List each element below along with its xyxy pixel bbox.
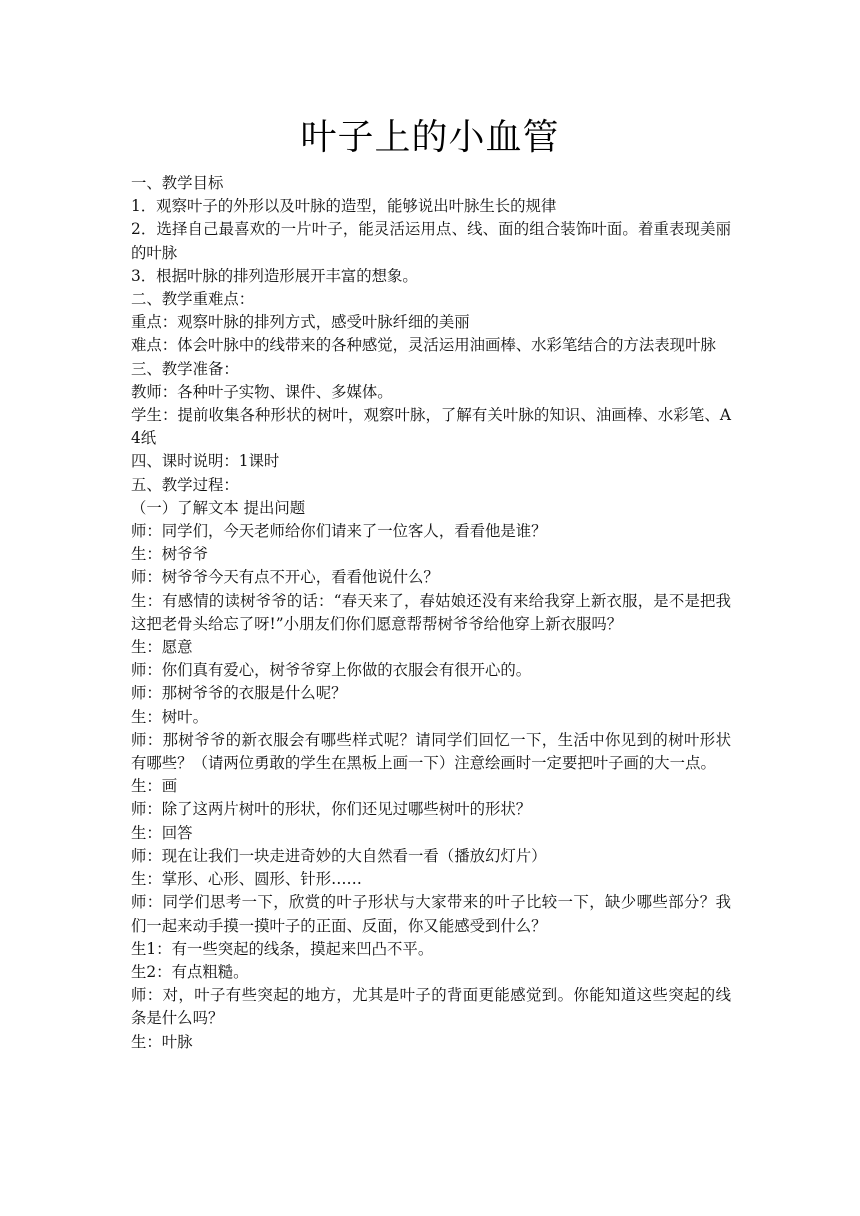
dialogue-line: 师：那树爷爷的新衣服会有哪些样式呢？请同学们回忆一下，生活中你见到的树叶形状有哪些？（请两位勇敢的学生在黑板上画一下）注意绘画时一定要把叶子画的大一点。	[131, 730, 731, 773]
document-title: 叶子上的小血管	[300, 117, 560, 158]
paragraph-teacher-prep: 教师：各种叶子实物、课件、多媒体。	[131, 382, 393, 401]
dialogue-line: 师：现在让我们一块走进奇妙的大自然看一看（播放幻灯片）	[131, 846, 547, 865]
paragraph-student-prep: 学生：提前收集各种形状的树叶，观察叶脉，了解有关叶脉的知识、油画棒、水彩笔、A4纸	[131, 406, 731, 448]
dialogue-line: 师：那树爷爷的衣服是什么呢？	[131, 684, 347, 703]
dialogue-line: 师：对，叶子有些突起的地方，尤其是叶子的背面更能感觉到。你能知道这些突起的线条是什么吗？	[131, 986, 731, 1028]
paragraph-goal-2: 2．选择自己最喜欢的一片叶子，能灵活运用点、线、面的组合装饰叶面。着重表现美丽的叶脉	[131, 220, 731, 262]
dialogue-line: 师：树爷爷今天有点不开心，看看他说什么？	[131, 568, 439, 587]
dialogue-line: 生：回答	[131, 823, 193, 842]
paragraph-goal-3: 3．根据叶脉的排列造形展开丰富的想象。	[131, 266, 418, 285]
dialogue-line: 生：有感情的读树爷爷的话：“春天来了，春姑娘还没有来给我穿上新衣服，是不是把我这把老骨头给忘了呀!”小朋友们你们愿意帮帮树爷爷给他穿上新衣服吗？	[131, 591, 731, 633]
paragraph-section-4-heading: 四、课时说明：1课时	[131, 452, 280, 471]
dialogue-line: 师：同学们，今天老师给你们请来了一位客人，看看他是谁？	[131, 522, 547, 541]
paragraph-section-2-heading: 二、教学重难点：	[131, 290, 255, 309]
dialogue-line: 生：树爷爷	[131, 545, 208, 564]
dialogue-line: 生1：有一些突起的线条，摸起来凹凸不平。	[131, 939, 434, 958]
paragraph-goal-1: 1．观察叶子的外形以及叶脉的造型，能够说出叶脉生长的规律	[131, 197, 557, 216]
document-body	[131, 172, 731, 1054]
paragraph-difficulty: 难点：体会叶脉中的线带来的各种感觉，灵活运用油画棒、水彩笔结合的方法表现叶脉	[131, 336, 716, 355]
dialogue-line: 师：同学们思考一下，欣赏的叶子形状与大家带来的叶子比较一下，缺少哪些部分？我们一起来动手摸一摸叶子的正面、反面，你又能感受到什么？	[131, 893, 731, 935]
dialogue-line: 师：你们真有爱心，树爷爷穿上你做的衣服会有很开心的。	[131, 661, 532, 680]
paragraph-section-5-heading: 五、教学过程：	[131, 475, 239, 494]
dialogue-line: 生：画	[131, 777, 178, 796]
dialogue-line: 师：除了这两片树叶的形状，你们还见过哪些树叶的形状？	[131, 800, 532, 819]
paragraph-key-point: 重点：观察叶脉的排列方式，感受叶脉纤细的美丽	[131, 313, 470, 332]
dialogue-line: 生：愿意	[131, 638, 193, 657]
dialogue-line: 生：掌形、心形、圆形、针形……	[131, 870, 362, 889]
dialogue-line: 生：树叶。	[131, 707, 208, 726]
paragraph-section-3-heading: 三、教学准备：	[131, 359, 239, 378]
paragraph-section-1-heading: 一、教学目标	[131, 174, 224, 192]
paragraph-subsection-1-heading: （一）了解文本 提出问题	[131, 498, 306, 517]
dialogue-line: 生：叶脉	[131, 1032, 193, 1051]
dialogue-line: 生2：有点粗糙。	[131, 962, 249, 981]
